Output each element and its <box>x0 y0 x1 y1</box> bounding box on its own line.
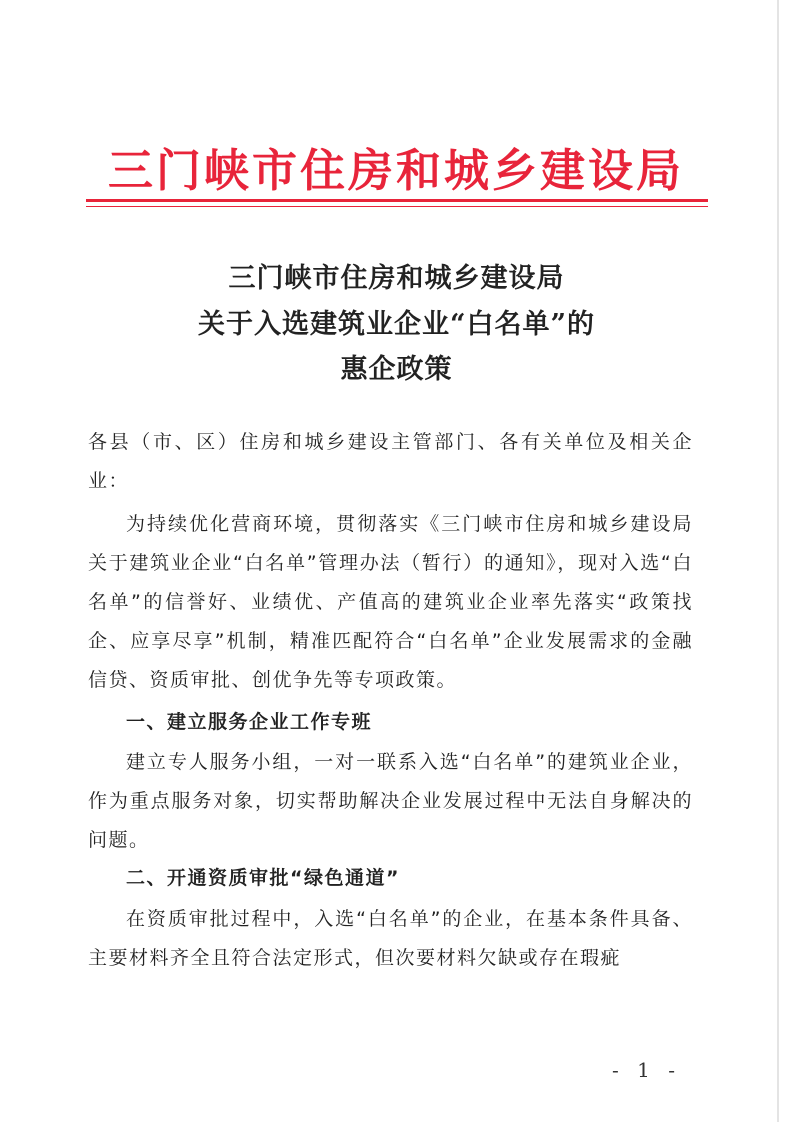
section-body-2: 在资质审批过程中，入选“白名单”的企业，在基本条件具备、主要材料齐全且符合法定形式，但次要材料欠缺或存在瑕疵 <box>88 908 693 969</box>
page-number: - 1 - <box>612 1058 681 1082</box>
section-heading-2: 二、开通资质审批“绿色通道” <box>126 867 400 889</box>
section-body-1: 建立专人服务小组，一对一联系入选“白名单”的建筑业企业，作为重点服务对象，切实帮助解决企业发展过程中无法自身解决的问题。 <box>88 751 693 851</box>
scan-edge <box>777 0 779 1122</box>
masthead: 三门峡市住房和城乡建设局 <box>107 144 684 197</box>
section-heading-1: 一、建立服务企业工作专班 <box>126 711 373 733</box>
masthead-rule-thick <box>86 199 708 202</box>
salutation: 各县（市、区）住房和城乡建设主管部门、各有关单位及相关企业： <box>88 431 693 492</box>
masthead-rule-thin <box>86 206 708 207</box>
document-title-line-1: 三门峡市住房和城乡建设局 <box>228 263 565 294</box>
intro-paragraph: 为持续优化营商环境，贯彻落实《三门峡市住房和城乡建设局关于建筑业企业“白名单”管理办法（暂行）的通知》，现对入选“白名单”的信誉好、业绩优、产值高的建筑业企业率先落实“政策找企、应享尽享”机制，精准匹配符合“白名单”企业发展需求的金融信贷、资质审批、创优争先等专项政策。 <box>88 513 693 691</box>
document-title-line-3: 惠企政策 <box>340 354 453 385</box>
document-title-line-2: 关于入选建筑业企业“白名单”的 <box>197 309 596 340</box>
